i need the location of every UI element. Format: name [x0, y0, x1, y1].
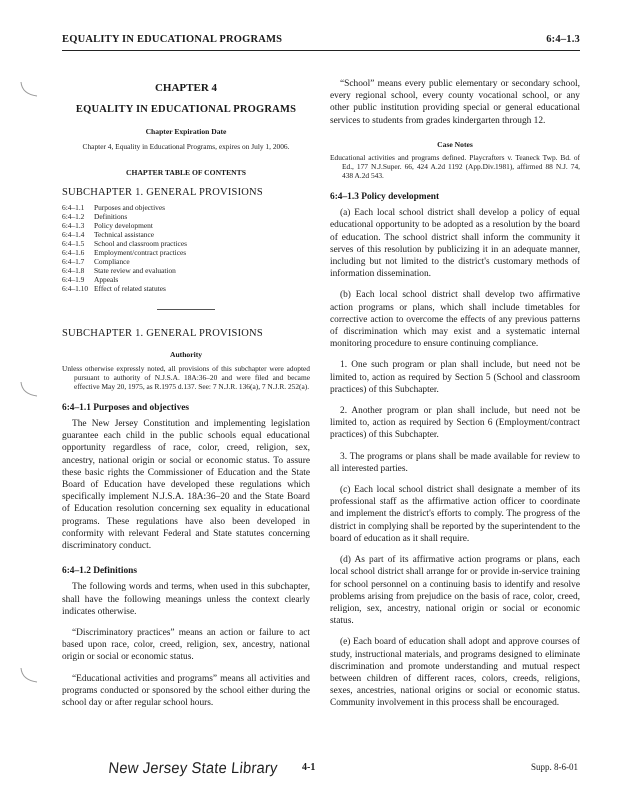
- running-header: [62, 34, 580, 48]
- toc-heading: CHAPTER TABLE OF CONTENTS: [126, 168, 246, 178]
- section-text-purposes: The New Jersey Constitution and implementing legislation guarantee each child in the public schools equal educational opportunity regardless of race, color, creed, religion, sex, ancestry, national origin or social or economic status. To assure these basic rights the Commissioner of Education and the State Board of Education have developed these regulations which specifically implement N.J.S.A. 18A:36–20 and the State Board of Education resolution concerning sex equality in educational programs. These regulations have also been developed in conformity with relevant Federal and State statutes concerning discriminatory conduct.: [62, 419, 310, 552]
- authority-text: Unless otherwise expressly noted, all provisions of this subchapter were adopted pursuant to authority of N.J.S.A. 18A:36–20 and were filed and became effective May 20, 1975, as R.1975 d.137. See: 7 N.J.R. 136(a), 7 N.J.R. 252(a).: [62, 363, 310, 391]
- toc-item: [62, 266, 310, 275]
- right-column: [330, 78, 580, 710]
- toc-item-number: 6:4–1.10: [62, 284, 89, 294]
- header-title: EQUALITY IN EDUCATIONAL PROGRAMS: [62, 34, 283, 45]
- toc-item-number: 6:4–1.3: [62, 221, 85, 231]
- toc-divider: [157, 309, 215, 310]
- table-of-contents: [62, 203, 310, 293]
- definition-educational-activities: “Educational activities and programs” means all activities and programs conducted or sponsored by the school either during the school day or after regular school hours.: [62, 673, 310, 709]
- toc-item-number: 6:4–1.4: [62, 230, 85, 240]
- subchapter-heading: SUBCHAPTER 1. GENERAL PROVISIONS: [62, 328, 263, 340]
- section-heading-policy-development: 6:4–1.3 Policy development: [330, 192, 440, 203]
- paragraph-b3: 3. The programs or plans shall be made available for review to all interested parties.: [330, 451, 580, 474]
- section-heading-purposes: 6:4–1.1 Purposes and objectives: [62, 402, 190, 413]
- toc-item-title: Policy development: [94, 221, 153, 231]
- toc-item-title: School and classroom practices: [94, 239, 187, 249]
- header-section-number: 6:4–1.3: [546, 34, 580, 45]
- section-heading-definitions: 6:4–1.2 Definitions: [62, 566, 137, 577]
- paragraph-a: (a) Each local school district shall develop a policy of equal educational opportunity to be adopted as a resolution by the board of education. The school district shall inform the community it serves of this resolution by publicizing it in an adequate manner, including but not limited to the district's customary methods of information dissemination.: [330, 208, 580, 280]
- toc-subchapter-heading: SUBCHAPTER 1. GENERAL PROVISIONS: [62, 187, 263, 199]
- toc-item: [62, 248, 310, 257]
- toc-item-number: 6:4–1.2: [62, 212, 85, 222]
- paragraph-b2: 2. Another program or plan shall include, but need not be limited to, action as required by Section 6 (Employment/contract practices) of this Subchapter.: [330, 406, 580, 441]
- authority-heading: Authority: [169, 349, 203, 359]
- page-number: 4-1: [302, 762, 316, 773]
- case-notes-text: Educational activities and programs defined. Playcrafters v. Teaneck Twp. Bd. of Ed., 177 N.J.Super. 66, 424 A.2d 1192 (App.Div.1981), affirmed 88 N.J. 74, 438 A.2d 543.: [330, 153, 580, 181]
- paragraph-b1: 1. One such program or plan shall include, but need not be limited to, action as required by Section 5 (School and classroom practices) of this Subchapter.: [330, 360, 580, 395]
- library-stamp: New Jersey State Library: [107, 760, 279, 777]
- toc-item-title: State review and evaluation: [94, 266, 176, 276]
- definitions-intro: The following words and terms, when used in this subchapter, shall have the following meanings unless the context clearly indicates otherwise.: [62, 582, 310, 617]
- expiration-heading: Chapter Expiration Date: [145, 127, 227, 137]
- toc-item-number: 6:4–1.7: [62, 257, 85, 267]
- case-notes-heading: Case Notes: [437, 139, 473, 149]
- toc-item-number: 6:4–1.6: [62, 248, 85, 258]
- supplement-date: Supp. 8-6-01: [531, 762, 578, 772]
- toc-item-title: Definitions: [94, 212, 128, 222]
- toc-item: [62, 239, 310, 248]
- chapter-title: CHAPTER 4: [154, 82, 218, 94]
- toc-item-number: 6:4–1.8: [62, 266, 85, 276]
- toc-item-number: 6:4–1.1: [62, 203, 85, 213]
- toc-item: [62, 284, 310, 293]
- paragraph-c: (c) Each local school district shall designate a member of its professional staff as the affirmative action officer to coordinate and implement the district's efforts to comply. The progress of the district in complying shall be reported by the superintendent to the board of education as it shall require.: [330, 485, 580, 544]
- toc-item-title: Purposes and objectives: [94, 203, 166, 213]
- paragraph-e: (e) Each board of education shall adopt and approve courses of study, instructional materials, and programs designed to eliminate discrimination and promote understanding and mutual respect between children of different races, colors, creeds, religions, sexes, ancestries, national origins or social or economic status. Community involvement in this process shall be encouraged.: [330, 637, 580, 709]
- definition-school: “School” means every public elementary or secondary school, every regional school, every county vocational school, or any other public institution providing special or general educational services to students from grades kindergarten through 12.: [330, 79, 580, 126]
- toc-item: [62, 230, 310, 239]
- toc-item-title: Employment/contract practices: [94, 248, 187, 258]
- toc-item-title: Compliance: [94, 257, 130, 267]
- paragraph-b: (b) Each local school district shall develop two affirmative action programs or plans, which shall include timetables for corrective action to overcome the effects of any previous patterns of discrimination which may exist and a systematic internal monitoring procedure to ensure continuing compliance.: [330, 290, 580, 350]
- toc-item: [62, 275, 310, 284]
- toc-item: [62, 257, 310, 266]
- left-column: [62, 60, 310, 709]
- binder-hole-mark-middle: [18, 378, 40, 400]
- expiration-text: Chapter 4, Equality in Educational Programs, expires on July 1, 2006.: [82, 141, 290, 151]
- header-rule: [62, 50, 580, 51]
- paragraph-d: (d) As part of its affirmative action programs or plans, each local school district shall arrange for or provide in-service training for school personnel on a continuing basis to identify and resolve problems arising from prejudice on the basis of race, color, creed, religion, sex, ancestry, national origin or social or economic status.: [330, 555, 580, 627]
- toc-item: [62, 212, 310, 221]
- toc-item-title: Appeals: [94, 275, 119, 285]
- toc-item: [62, 203, 310, 212]
- toc-item-number: 6:4–1.5: [62, 239, 85, 249]
- toc-item-title: Technical assistance: [94, 230, 155, 240]
- toc-item-number: 6:4–1.9: [62, 275, 85, 285]
- binder-hole-mark-top: [18, 78, 40, 100]
- toc-item: [62, 221, 310, 230]
- toc-item-title: Effect of related statutes: [94, 284, 166, 294]
- binder-hole-mark-bottom: [18, 664, 40, 686]
- chapter-name: EQUALITY IN EDUCATIONAL PROGRAMS: [75, 104, 297, 116]
- definition-discriminatory-practices: “Discriminatory practices” means an action or failure to act based upon race, color, creed, religion, sex, ancestry, national origin or social or economic status.: [62, 628, 310, 663]
